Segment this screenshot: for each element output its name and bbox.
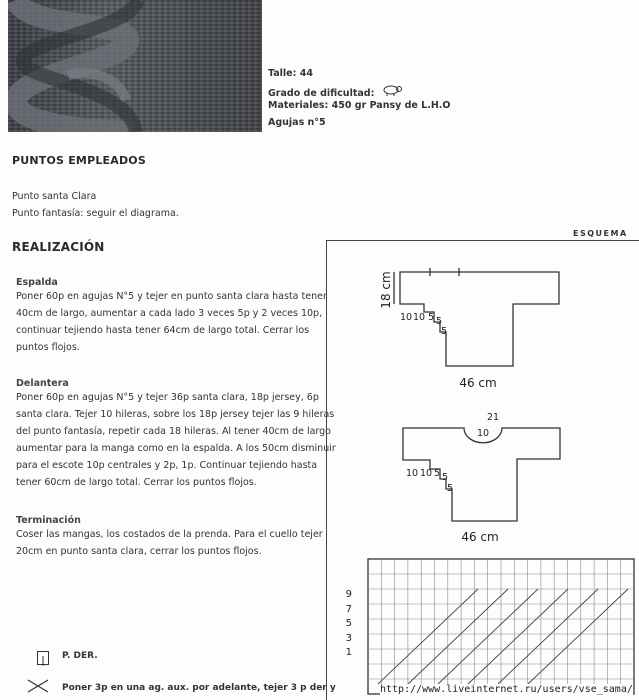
back-step-label: 5	[428, 312, 435, 323]
text-line: Coser las mangas, los costados de la prenda. Para el cuello tejer	[16, 529, 323, 540]
chart-row-number: 9	[345, 589, 352, 600]
chart-row-number: 3	[345, 633, 352, 644]
front-neck-top-label: 21	[486, 412, 500, 423]
back-step-label: 10	[400, 312, 413, 323]
chart-cable-stroke	[378, 589, 478, 684]
front-step-label: 5	[447, 483, 454, 494]
text-line: tener 60cm de largo total. Cerrar los puntos flojos.	[16, 477, 257, 488]
back-step-label: 10	[413, 312, 426, 323]
front-step-label: 5	[434, 468, 441, 479]
esquema-label: ESQUEMA	[573, 229, 628, 238]
stitch-chart-lines	[368, 559, 634, 694]
back-width-label: 46 cm	[459, 376, 497, 390]
chart-row-number: 5	[345, 618, 352, 629]
chart-row-number: 7	[345, 604, 352, 615]
watermark-url: http://www.liveinternet.ru/users/vse_sama/	[380, 684, 633, 695]
front-step-label: 10	[406, 468, 419, 479]
legend-cross: Poner 3p en una ag. aux. por adelante, tejer 3 p der y	[62, 683, 336, 693]
text-line: aumentar para la manga como en la espalda. A los 50cm disminuir	[16, 443, 336, 454]
spec-dificultad-label: Grado de dificultad:	[268, 88, 375, 99]
spec-agujas: Agujas n°5	[268, 117, 326, 128]
text-line: santa clara. Tejer 10 hileras, sobre los 18p jersey tejer las 9 hileras	[16, 409, 335, 420]
spec-materiales: Materiales: 450 gr Pansy de L.H.O	[268, 100, 451, 111]
front-neck-inner-label: 10	[476, 428, 490, 439]
text-line: continuar tejiendo hasta tener 64cm de largo total. Cerrar los	[16, 325, 310, 336]
chart-cable-stroke	[408, 589, 508, 684]
chart-cable-stroke	[528, 589, 628, 684]
legend-pder: P. DER.	[62, 651, 98, 661]
terminacion-title: Terminación	[16, 515, 81, 526]
chart-row-number: 1	[345, 647, 352, 658]
pder-symbol-box	[37, 651, 49, 665]
text-line: 40cm de largo, aumentar a cada lado 3 veces 5p y 2 veces 10p,	[16, 308, 323, 319]
text-line: 20cm en punto santa clara, cerrar los puntos flojos.	[16, 546, 262, 557]
text-line: para el escote 10p centrales y 2p, 1p. Continuar tejiendo hasta	[16, 460, 318, 471]
front-step-label: 10	[420, 468, 433, 479]
chart-cable-stroke	[498, 589, 598, 684]
delantera-title: Delantera	[16, 378, 69, 389]
text-line: Poner 60p en agujas N°5 y tejer 36p santa clara, 18p jersey, 6p	[16, 392, 319, 403]
back-step-label: 5	[441, 326, 448, 337]
puntos-heading: PUNTOS EMPLEADOS	[12, 154, 146, 167]
puntos-line: Punto fantasía: seguir el diagrama.	[12, 208, 179, 219]
chart-cable-stroke	[468, 589, 568, 684]
spec-talle: Talle: 44	[268, 68, 313, 79]
back-step-label: 5	[436, 316, 443, 327]
text-line: Poner 60p en agujas N°5 y tejer en punto santa clara hasta tener	[16, 291, 327, 302]
front-width-label: 46 cm	[461, 530, 499, 544]
espalda-title: Espalda	[16, 277, 58, 288]
realizacion-heading: REALIZACIÓN	[12, 240, 105, 254]
puntos-line: Punto santa Clara	[12, 191, 97, 202]
text-line: puntos flojos.	[16, 342, 80, 353]
back-height-label: 18 cm	[379, 271, 393, 309]
front-step-label: 5	[442, 472, 449, 483]
text-line: del punto fantasía, repetir cada 18 hileras. Al tener 40cm de largo	[16, 426, 331, 437]
